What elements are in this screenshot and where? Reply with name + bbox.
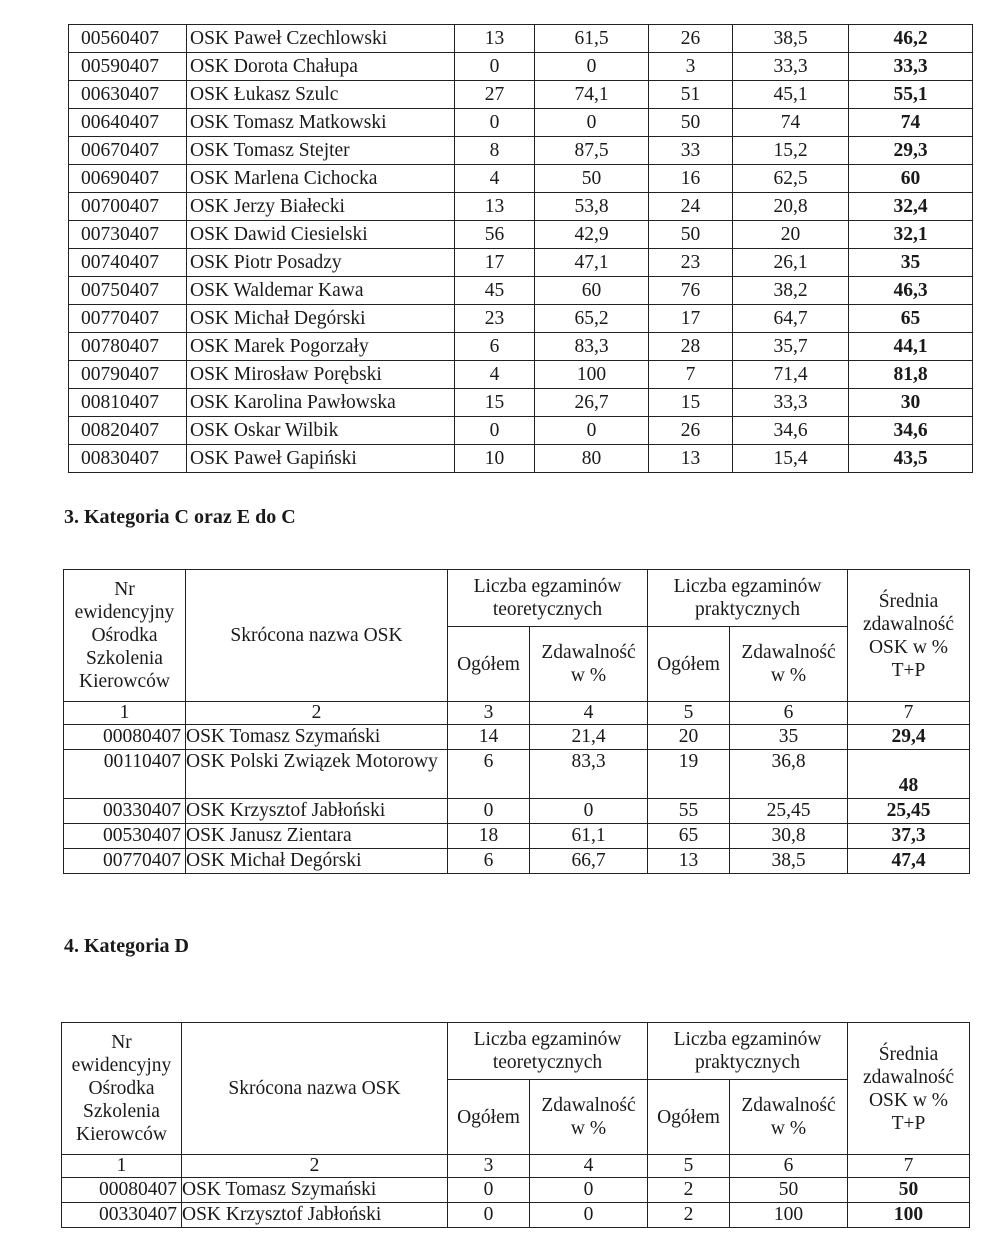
cell-avg: 100	[848, 1203, 970, 1228]
cell-name: OSK Marek Pogorzały	[187, 333, 455, 361]
cell-avg: 60	[849, 165, 973, 193]
category-d-table	[61, 1022, 970, 1228]
cell-p-pct: 38,2	[733, 277, 849, 305]
cell-nr: 00330407	[64, 799, 186, 824]
table-row	[69, 137, 973, 165]
cell-t-total: 13	[455, 25, 535, 53]
cell-name: OSK Tomasz Stejter	[187, 137, 455, 165]
table-row	[69, 81, 973, 109]
cell-p-pct: 26,1	[733, 249, 849, 277]
cell-nr: 00080407	[64, 725, 186, 750]
table-row	[69, 249, 973, 277]
cell-avg: 46,2	[849, 25, 973, 53]
cell-nr: 00750407	[69, 277, 187, 305]
cell-name: OSK Piotr Posadzy	[187, 249, 455, 277]
cell-p-pct: 25,45	[730, 799, 848, 824]
cell-p-pct: 30,8	[730, 824, 848, 849]
cell-nr: 00330407	[62, 1203, 182, 1228]
cell-p-pct: 34,6	[733, 417, 849, 445]
cell-p-total: 26	[649, 417, 733, 445]
cell-p-pct: 35	[730, 725, 848, 750]
cell-nr: 00630407	[69, 81, 187, 109]
cell-p-pct: 62,5	[733, 165, 849, 193]
cell-name: OSK Jerzy Białecki	[187, 193, 455, 221]
cell-t-total: 0	[448, 1203, 530, 1228]
cell-p-total: 13	[649, 445, 733, 473]
cell-t-pct: 0	[530, 1178, 648, 1203]
cell-p-total: 51	[649, 81, 733, 109]
header-practice-pct: Zdawalność w %	[730, 1080, 848, 1155]
cell-t-total: 0	[448, 1178, 530, 1203]
cell-nr: 00670407	[69, 137, 187, 165]
table-row	[69, 109, 973, 137]
category-c-table	[63, 569, 970, 874]
cell-t-pct: 83,3	[535, 333, 649, 361]
col-num: 3	[448, 1155, 530, 1178]
cell-p-pct: 38,5	[730, 849, 848, 874]
cell-avg: 65	[849, 305, 973, 333]
cell-p-total: 28	[649, 333, 733, 361]
cell-p-total: 33	[649, 137, 733, 165]
cell-t-pct: 47,1	[535, 249, 649, 277]
cell-t-pct: 0	[535, 417, 649, 445]
table-row	[69, 277, 973, 305]
cell-avg: 30	[849, 389, 973, 417]
header-practice: Liczba egzaminów praktycznych	[648, 1023, 848, 1080]
category-d-table-body	[62, 1023, 970, 1178]
cell-nr: 00770407	[64, 849, 186, 874]
cell-p-pct: 15,4	[733, 445, 849, 473]
cell-p-pct: 33,3	[733, 53, 849, 81]
cell-t-pct: 0	[530, 1203, 648, 1228]
cell-p-total: 19	[648, 750, 730, 799]
cell-p-pct: 15,2	[733, 137, 849, 165]
cell-avg: 47,4	[848, 849, 970, 874]
cell-p-total: 15	[649, 389, 733, 417]
col-num: 7	[848, 702, 970, 725]
cell-t-pct: 66,7	[530, 849, 648, 874]
cell-avg: 55,1	[849, 81, 973, 109]
cell-p-pct: 71,4	[733, 361, 849, 389]
col-num: 7	[848, 1155, 970, 1178]
cell-p-total: 50	[649, 221, 733, 249]
cell-nr: 00780407	[69, 333, 187, 361]
col-num: 1	[62, 1155, 182, 1178]
category-c-table-body	[64, 570, 970, 725]
cell-p-pct: 38,5	[733, 25, 849, 53]
cell-name: OSK Tomasz Matkowski	[187, 109, 455, 137]
header-avg: Średnia zdawalność OSK w % T+P	[848, 570, 970, 702]
cell-name: OSK Łukasz Szulc	[187, 81, 455, 109]
cell-nr: 00700407	[69, 193, 187, 221]
cell-t-total: 0	[455, 417, 535, 445]
cell-t-total: 6	[448, 849, 530, 874]
cell-t-pct: 0	[535, 53, 649, 81]
table-row	[64, 824, 970, 849]
header-practice-total: Ogółem	[648, 1080, 730, 1155]
header-nr: Nr ewidencyjny Ośrodka Szkolenia Kierowców	[62, 1023, 182, 1155]
cell-p-total: 76	[649, 277, 733, 305]
cell-p-total: 65	[648, 824, 730, 849]
cell-p-total: 17	[649, 305, 733, 333]
cell-avg: 50	[848, 1178, 970, 1203]
cell-t-pct: 80	[535, 445, 649, 473]
cell-name: OSK Oskar Wilbik	[187, 417, 455, 445]
cell-name: OSK Marlena Cichocka	[187, 165, 455, 193]
header-name: Skrócona nazwa OSK	[186, 570, 448, 702]
header-theory-pct: Zdawalność w %	[530, 627, 648, 702]
cell-p-pct: 33,3	[733, 389, 849, 417]
cell-name: OSK Mirosław Porębski	[187, 361, 455, 389]
cell-avg: 44,1	[849, 333, 973, 361]
cell-p-pct: 74	[733, 109, 849, 137]
cell-t-total: 23	[455, 305, 535, 333]
results-table-continued	[68, 24, 973, 473]
cell-t-pct: 65,2	[535, 305, 649, 333]
col-num: 4	[530, 702, 648, 725]
cell-p-pct: 20,8	[733, 193, 849, 221]
cell-avg: 48	[848, 750, 970, 799]
cell-name: OSK Paweł Czechlowski	[187, 25, 455, 53]
table-row	[69, 333, 973, 361]
cell-avg: 32,1	[849, 221, 973, 249]
table-row	[62, 1178, 970, 1203]
category-c-rows	[64, 725, 970, 874]
cell-nr: 00810407	[69, 389, 187, 417]
header-name: Skrócona nazwa OSK	[182, 1023, 448, 1155]
cell-p-total: 26	[649, 25, 733, 53]
cell-avg: 32,4	[849, 193, 973, 221]
header-nr: Nr ewidencyjny Ośrodka Szkolenia Kierowców	[64, 570, 186, 702]
cell-nr: 00560407	[69, 25, 187, 53]
cell-p-total: 50	[649, 109, 733, 137]
cell-t-pct: 100	[535, 361, 649, 389]
cell-nr: 00830407	[69, 445, 187, 473]
cell-t-pct: 53,8	[535, 193, 649, 221]
cell-nr: 00110407	[64, 750, 186, 799]
cell-p-total: 2	[648, 1178, 730, 1203]
cell-nr: 00790407	[69, 361, 187, 389]
cell-p-total: 20	[648, 725, 730, 750]
cell-p-pct: 36,8	[730, 750, 848, 799]
header-theory-total: Ogółem	[448, 1080, 530, 1155]
cell-avg: 43,5	[849, 445, 973, 473]
table-row	[64, 750, 970, 799]
table-row	[64, 849, 970, 874]
cell-t-total: 0	[455, 109, 535, 137]
col-num: 5	[648, 702, 730, 725]
cell-t-total: 13	[455, 193, 535, 221]
cell-name: OSK Dorota Chałupa	[187, 53, 455, 81]
header-practice-pct: Zdawalność w %	[730, 627, 848, 702]
cell-avg: 25,45	[848, 799, 970, 824]
cell-nr: 00820407	[69, 417, 187, 445]
cell-t-total: 17	[455, 249, 535, 277]
cell-t-pct: 42,9	[535, 221, 649, 249]
header-avg: Średnia zdawalność OSK w % T+P	[848, 1023, 970, 1155]
cell-name: OSK Polski Związek Motorowy	[186, 750, 448, 799]
cell-avg: 29,3	[849, 137, 973, 165]
cell-t-total: 4	[455, 361, 535, 389]
col-num: 6	[730, 702, 848, 725]
cell-t-pct: 61,5	[535, 25, 649, 53]
cell-avg: 29,4	[848, 725, 970, 750]
col-num: 6	[730, 1155, 848, 1178]
cell-avg: 34,6	[849, 417, 973, 445]
cell-avg: 46,3	[849, 277, 973, 305]
section-title-category-d: 4. Kategoria D	[64, 935, 189, 957]
table-row	[69, 193, 973, 221]
col-num: 1	[64, 702, 186, 725]
cell-t-pct: 21,4	[530, 725, 648, 750]
table-row	[69, 221, 973, 249]
table-row	[69, 417, 973, 445]
cell-t-total: 27	[455, 81, 535, 109]
table-row	[69, 53, 973, 81]
cell-t-pct: 83,3	[530, 750, 648, 799]
cell-t-pct: 0	[535, 109, 649, 137]
table-row	[62, 1203, 970, 1228]
table-row	[69, 165, 973, 193]
table-row	[69, 25, 973, 53]
table-row	[64, 725, 970, 750]
cell-t-total: 6	[448, 750, 530, 799]
table-row	[69, 305, 973, 333]
header-theory-pct: Zdawalność w %	[530, 1080, 648, 1155]
cell-p-total: 7	[649, 361, 733, 389]
cell-name: OSK Krzysztof Jabłoński	[186, 799, 448, 824]
cell-t-pct: 87,5	[535, 137, 649, 165]
cell-p-total: 13	[648, 849, 730, 874]
cell-t-pct: 26,7	[535, 389, 649, 417]
cell-p-pct: 100	[730, 1203, 848, 1228]
col-num: 5	[648, 1155, 730, 1178]
cell-avg: 74	[849, 109, 973, 137]
cell-nr: 00730407	[69, 221, 187, 249]
cell-p-pct: 20	[733, 221, 849, 249]
cell-nr: 00770407	[69, 305, 187, 333]
cell-p-pct: 64,7	[733, 305, 849, 333]
cell-avg: 33,3	[849, 53, 973, 81]
cell-p-total: 16	[649, 165, 733, 193]
cell-name: OSK Michał Degórski	[187, 305, 455, 333]
cell-t-total: 10	[455, 445, 535, 473]
cell-p-pct: 35,7	[733, 333, 849, 361]
cell-name: OSK Karolina Pawłowska	[187, 389, 455, 417]
cell-nr: 00690407	[69, 165, 187, 193]
cell-p-total: 24	[649, 193, 733, 221]
col-num: 3	[448, 702, 530, 725]
cell-name: OSK Dawid Ciesielski	[187, 221, 455, 249]
table-row	[69, 361, 973, 389]
cell-nr: 00530407	[64, 824, 186, 849]
header-theory-total: Ogółem	[448, 627, 530, 702]
section-title-category-c: 3. Kategoria C oraz E do C	[64, 506, 296, 528]
cell-p-total: 2	[648, 1203, 730, 1228]
cell-p-total: 23	[649, 249, 733, 277]
header-theory: Liczba egzaminów teoretycznych	[448, 1023, 648, 1080]
cell-t-total: 56	[455, 221, 535, 249]
cell-name: OSK Michał Degórski	[186, 849, 448, 874]
header-practice-total: Ogółem	[648, 627, 730, 702]
cell-name: OSK Paweł Gapiński	[187, 445, 455, 473]
cell-nr: 00740407	[69, 249, 187, 277]
cell-t-pct: 74,1	[535, 81, 649, 109]
cell-t-total: 15	[455, 389, 535, 417]
cell-name: OSK Tomasz Szymański	[182, 1178, 448, 1203]
cell-t-pct: 0	[530, 799, 648, 824]
cell-t-total: 14	[448, 725, 530, 750]
cell-p-pct: 50	[730, 1178, 848, 1203]
header-practice: Liczba egzaminów praktycznych	[648, 570, 848, 627]
cell-name: OSK Waldemar Kawa	[187, 277, 455, 305]
col-num: 4	[530, 1155, 648, 1178]
cell-p-total: 3	[649, 53, 733, 81]
cell-t-pct: 61,1	[530, 824, 648, 849]
cell-p-pct: 45,1	[733, 81, 849, 109]
cell-nr: 00080407	[62, 1178, 182, 1203]
cell-name: OSK Krzysztof Jabłoński	[182, 1203, 448, 1228]
cell-name: OSK Janusz Zientara	[186, 824, 448, 849]
cell-avg: 35	[849, 249, 973, 277]
table-row	[69, 445, 973, 473]
cell-t-total: 6	[455, 333, 535, 361]
cell-t-total: 4	[455, 165, 535, 193]
cell-t-total: 0	[448, 799, 530, 824]
cell-p-total: 55	[648, 799, 730, 824]
cell-t-pct: 50	[535, 165, 649, 193]
cell-avg: 37,3	[848, 824, 970, 849]
col-num: 2	[186, 702, 448, 725]
category-d-rows	[62, 1178, 970, 1228]
cell-t-pct: 60	[535, 277, 649, 305]
cell-nr: 00590407	[69, 53, 187, 81]
cell-t-total: 18	[448, 824, 530, 849]
cell-t-total: 8	[455, 137, 535, 165]
table-row	[69, 389, 973, 417]
col-num: 2	[182, 1155, 448, 1178]
header-theory: Liczba egzaminów teoretycznych	[448, 570, 648, 627]
table-row	[64, 799, 970, 824]
cell-name: OSK Tomasz Szymański	[186, 725, 448, 750]
cell-t-total: 0	[455, 53, 535, 81]
cell-t-total: 45	[455, 277, 535, 305]
cell-nr: 00640407	[69, 109, 187, 137]
results-table-body	[69, 25, 973, 473]
cell-avg: 81,8	[849, 361, 973, 389]
